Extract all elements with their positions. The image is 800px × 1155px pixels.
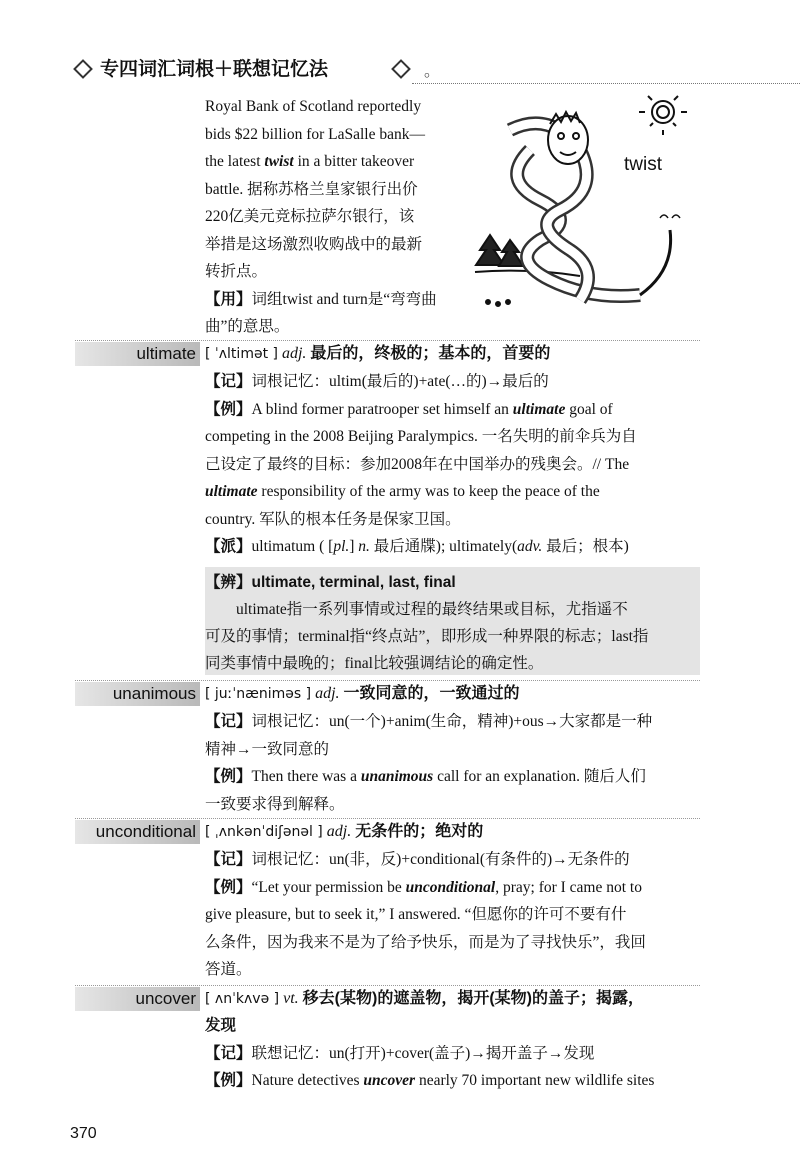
diamond-ornament-icon <box>391 59 411 79</box>
li-tag: 【例】 <box>205 878 252 896</box>
keyword: uncover <box>363 1072 416 1089</box>
text-span: Then there was a <box>251 768 361 785</box>
definition: 最后的，终极的；基本的，首要的 <box>310 345 551 362</box>
entry-divider <box>75 340 700 341</box>
ji-text: 词根记忆：ultim(最后的)+ate(…的)→最后的 <box>251 373 549 390</box>
bian-line: 可及的事情；terminal指“终点站”，即形成一种界限的标志；last指 <box>205 628 649 645</box>
text-span: the latest <box>205 153 265 170</box>
running-header <box>72 52 800 84</box>
ji-line <box>205 708 695 736</box>
entry-body <box>205 846 695 984</box>
bian-tag: 【辨】 <box>205 574 252 591</box>
li-line: give pleasure, but to seek it,” I answered. “但愿你的许可不要有什 <box>205 906 627 923</box>
usage-text: 曲”的意思。 <box>205 318 290 335</box>
pronunciation: [ juːˈnæniməs ] <box>205 686 312 702</box>
text-span: 最后通牒); ultimately( <box>369 538 518 555</box>
usage-tag: 【用】 <box>205 290 252 308</box>
ji-tag: 【记】 <box>205 851 252 868</box>
ji-line <box>205 846 695 874</box>
text-span: nearly 70 important new wildlife sites <box>415 1072 655 1089</box>
li-line <box>205 478 695 506</box>
bian-box <box>205 567 700 675</box>
text-span: in a bitter takeover <box>293 153 415 170</box>
pronunciation: [ ˈʌltimət ] <box>205 346 278 362</box>
entry-divider <box>75 680 700 681</box>
ji-line: 精神→一致同意的 <box>205 740 330 758</box>
entry-divider <box>75 818 700 819</box>
entry-divider <box>75 985 700 986</box>
li-tag: 【例】 <box>205 1072 252 1089</box>
header-title: 专四词汇词根＋联想记忆法 <box>100 59 329 80</box>
ji-tag: 【记】 <box>205 713 252 730</box>
entry-headline <box>205 342 695 366</box>
ji-line <box>205 1040 695 1068</box>
text-span: , pray; for I came not to <box>495 878 642 896</box>
li-line: 么条件，因为我来不是为了给予快乐，而是为了寻找快乐”，我回 <box>205 933 646 951</box>
part-of-speech: adj. <box>281 345 307 362</box>
keyword: twist <box>264 153 294 170</box>
headword-unconditional: unconditional <box>75 820 200 844</box>
text-span: goal of <box>565 400 613 418</box>
diamond-ornament-icon <box>73 59 93 79</box>
pronunciation: [ ʌnˈkʌvə ] <box>205 991 280 1007</box>
li-tag: 【例】 <box>205 768 252 785</box>
entry-headline <box>205 682 695 706</box>
bian-line: ultimate指一系列事情或过程的最终结果或目标，尤指遥不 <box>236 601 628 618</box>
li-line <box>205 874 695 902</box>
example-line <box>205 148 467 176</box>
definition: 移去(某物)的遮盖物，揭开(某物)的盖子；揭露， <box>302 990 644 1007</box>
twist-example <box>205 93 467 341</box>
li-line: 答道。 <box>205 961 252 978</box>
ji-text: 词根记忆：un(非，反)+conditional(有条件的)→无条件的 <box>251 851 630 868</box>
part-of-speech: vt. <box>283 990 299 1007</box>
example-line: 举措是这场激烈收购战中的最新 <box>205 235 423 253</box>
li-line: country. 军队的根本任务是保家卫国。 <box>205 510 461 528</box>
illustration-label: twist <box>624 154 662 175</box>
ji-text: 词根记忆：un(一个)+anim(生命，精神)+ous→大家都是一种 <box>251 713 653 730</box>
text-span: “Let your permission be <box>251 878 406 896</box>
definition: 一致同意的，一致通过的 <box>343 685 520 702</box>
text-span: A blind former paratrooper set himself an <box>251 400 513 418</box>
header-trailing-mark: 。 <box>424 63 441 80</box>
twist-illustration <box>470 90 700 320</box>
li-line: competing in the 2008 Beijing Paralympics. 一名失明的前伞兵为自 <box>205 428 637 445</box>
text-span: adv. <box>517 538 543 555</box>
keyword: ultimate <box>205 483 258 500</box>
usage-line <box>205 286 467 314</box>
part-of-speech: adj. <box>326 823 352 840</box>
li-line <box>205 396 695 424</box>
pai-tag: 【派】 <box>205 538 252 555</box>
text-span: call for an explanation. 随后人们 <box>433 768 646 785</box>
text-span: ultimatum ( [ <box>251 538 334 555</box>
headword-ultimate: ultimate <box>75 342 200 366</box>
example-line: battle. 据称苏格兰皇家银行出价 <box>205 180 418 198</box>
text-span: pl. <box>333 538 350 555</box>
li-line <box>205 1067 695 1095</box>
bian-title: ultimate, terminal, last, final <box>251 574 456 591</box>
entry-body <box>205 368 695 561</box>
entry-headline <box>205 820 695 844</box>
example-line: 220亿美元竞标拉萨尔银行，该 <box>205 208 415 225</box>
keyword: unconditional <box>405 878 496 896</box>
bian-title-line <box>205 569 696 596</box>
text-span: responsibility of the army was to keep the peace of the <box>257 483 600 500</box>
example-line: bids $22 billion for LaSalle bank— <box>205 125 425 143</box>
keyword: ultimate <box>512 400 566 418</box>
text-span: ] <box>349 538 359 555</box>
definition: 无条件的；绝对的 <box>355 823 484 840</box>
example-line: 转折点。 <box>205 263 268 280</box>
page-number: 370 <box>70 1125 97 1142</box>
ji-text: 联想记忆：un(打开)+cover(盖子)→揭开盖子→发现 <box>251 1044 595 1062</box>
text-span: n. <box>358 538 370 555</box>
part-of-speech: adj. <box>315 685 340 702</box>
li-tag: 【例】 <box>205 400 252 418</box>
headword-uncover: uncover <box>75 987 200 1011</box>
ji-tag: 【记】 <box>205 373 252 390</box>
definition-continued: 发现 <box>205 1017 237 1034</box>
pai-line <box>205 533 695 561</box>
example-line: Royal Bank of Scotland reportedly <box>205 98 422 115</box>
li-line: 己设定了最终的目标：参加2008年在中国举办的残奥会。// The <box>205 455 630 473</box>
usage-text: 词组twist and turn是“弯弯曲 <box>251 290 437 308</box>
entry-headline <box>205 987 695 1011</box>
headword-unanimous: unanimous <box>75 682 200 706</box>
li-line <box>205 763 695 791</box>
entry-body <box>205 708 695 818</box>
bian-line: 同类事情中最晚的；final比较强调结论的确定性。 <box>205 655 544 672</box>
text-span: Nature detectives <box>251 1072 364 1089</box>
ji-tag: 【记】 <box>205 1044 252 1062</box>
entry-body <box>205 1012 695 1095</box>
keyword: unanimous <box>360 768 434 785</box>
pronunciation: [ ˌʌnkənˈdiʃənəl ] <box>205 824 323 840</box>
text-span: 最后；根本) <box>542 538 629 555</box>
header-rule <box>412 83 800 84</box>
li-line: 一致要求得到解释。 <box>205 795 345 813</box>
ji-line <box>205 368 695 396</box>
